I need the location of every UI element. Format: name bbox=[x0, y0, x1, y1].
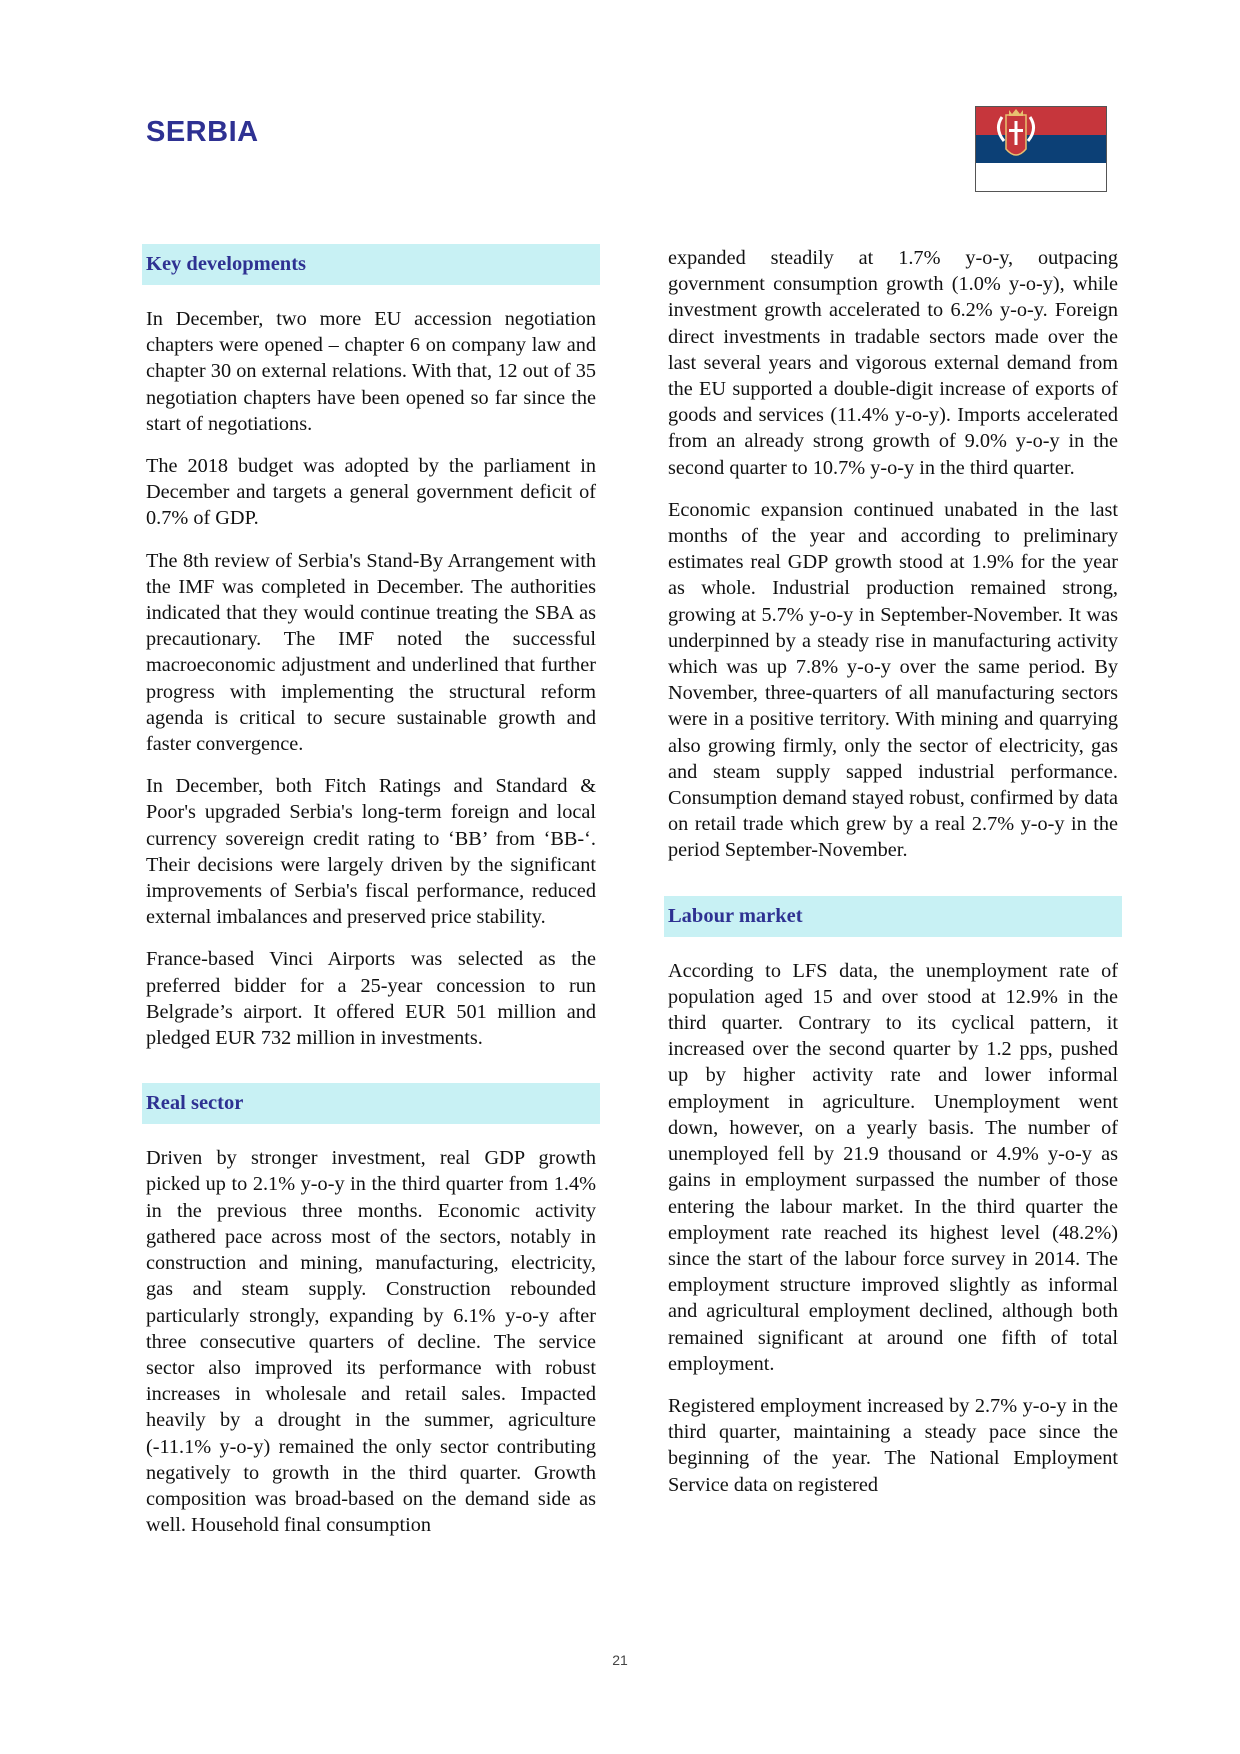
section-heading-real-sector: Real sector bbox=[142, 1083, 600, 1124]
page-number: 21 bbox=[612, 1652, 628, 1668]
paragraph: Driven by stronger investment, real GDP growth picked up to 2.1% y-o-y in the third quarter from 1.4% in the previous three months. Economic activity gathered pace across most of the sectors, notably in construction and mining, manufacturing, electricity, gas and steam supply. Construction rebounded particularly strongly, expanding by 6.1% y-o-y after three consecutive quarters of decline. The service sector also improved its performance with robust increases in wholesale and retail sales. Impacted heavily by a drought in the summer, agriculture (-11.1% y-o-y) remained the only sector contributing negatively to growth in the third quarter. Growth composition was broad-based on the demand side as well. Household final consumption bbox=[146, 1147, 596, 1537]
paragraph: The 8th review of Serbia's Stand-By Arrangement with the IMF was completed in December. The authorities indicated that they would continue treating the SBA as precautionary. The IMF noted the successful macroeconomic adjustment and underlined that further progress with implementing the structural reform agenda is critical to secure sustainable growth and faster convergence. bbox=[146, 549, 596, 756]
left-column bbox=[146, 244, 596, 1554]
section-heading-key-developments: Key developments bbox=[142, 244, 600, 285]
section-heading-labour-market: Labour market bbox=[664, 896, 1122, 937]
right-column bbox=[668, 245, 1118, 1514]
country-title: SERBIA bbox=[146, 116, 259, 148]
paragraph: According to LFS data, the unemployment rate of population aged 15 and over stood at 12.9% in the third quarter. Contrary to its cyclical pattern, it increased over the second quarter by 1.2 pps, pushed up by higher activity rate and lower informal employment in agriculture. Unemployment went down, however, on a yearly basis. The number of unemployed fell by 21.9 thousand or 4.9% y-o-y as gains in employment surpassed the number of those entering the labour market. In the third quarter the employment rate reached its highest level (48.2%) since the start of the labour force survey in 2014. The employment structure improved slightly as informal and agricultural employment declined, although both remained significant at around one fifth of total employment. bbox=[668, 959, 1118, 1375]
paragraph: Economic expansion continued unabated in the last months of the year and according to preliminary estimates real GDP growth stood at 1.9% for the year as whole. Industrial production remained strong, growing at 5.7% y-o-y in September-November. It was underpinned by a steady rise in manufacturing activity which was up 7.8% y-o-y over the same period. By November, three-quarters of all manufacturing sectors were in a positive territory. With mining and quarrying also growing firmly, only the sector of electricity, gas and steam supply sapped industrial performance. Consumption demand stayed robust, confirmed by data on retail trade which grew by a real 2.7% y-o-y in the period September-November. bbox=[668, 498, 1118, 862]
paragraph: expanded steadily at 1.7% y-o-y, outpacing government consumption growth (1.0% y-o-y), while investment growth accelerated to 6.2% y-o-y. Foreign direct investments in tradable sectors made over the last several years and vigorous external demand from the EU supported a double-digit increase of exports of goods and services (11.4% y-o-y). Imports accelerated from an already strong growth of 9.0% y-o-y in the second quarter to 10.7% y-o-y in the third quarter. bbox=[668, 247, 1118, 479]
serbia-flag-icon bbox=[975, 106, 1107, 192]
paragraph: In December, two more EU accession negotiation chapters were opened – chapter 6 on company law and chapter 30 on external relations. With that, 12 out of 35 negotiation chapters have been opened so far since the start of negotiations. bbox=[146, 308, 596, 435]
paragraph: France-based Vinci Airports was selected as the preferred bidder for a 25-year concession to run Belgrade’s airport. It offered EUR 501 million and pledged EUR 732 million in investments. bbox=[146, 948, 596, 1050]
paragraph: Registered employment increased by 2.7% y-o-y in the third quarter, maintaining a steady pace since the beginning of the year. The National Employment Service data on registered bbox=[668, 1394, 1118, 1496]
paragraph: In December, both Fitch Ratings and Standard & Poor's upgraded Serbia's long-term foreign and local currency sovereign credit rating to ‘BB’ from ‘BB-‘. Their decisions were largely driven by the significant improvements of Serbia's fiscal performance, reduced external imbalances and preserved price stability. bbox=[146, 775, 596, 929]
paragraph: The 2018 budget was adopted by the parliament in December and targets a general government deficit of 0.7% of GDP. bbox=[146, 455, 596, 530]
